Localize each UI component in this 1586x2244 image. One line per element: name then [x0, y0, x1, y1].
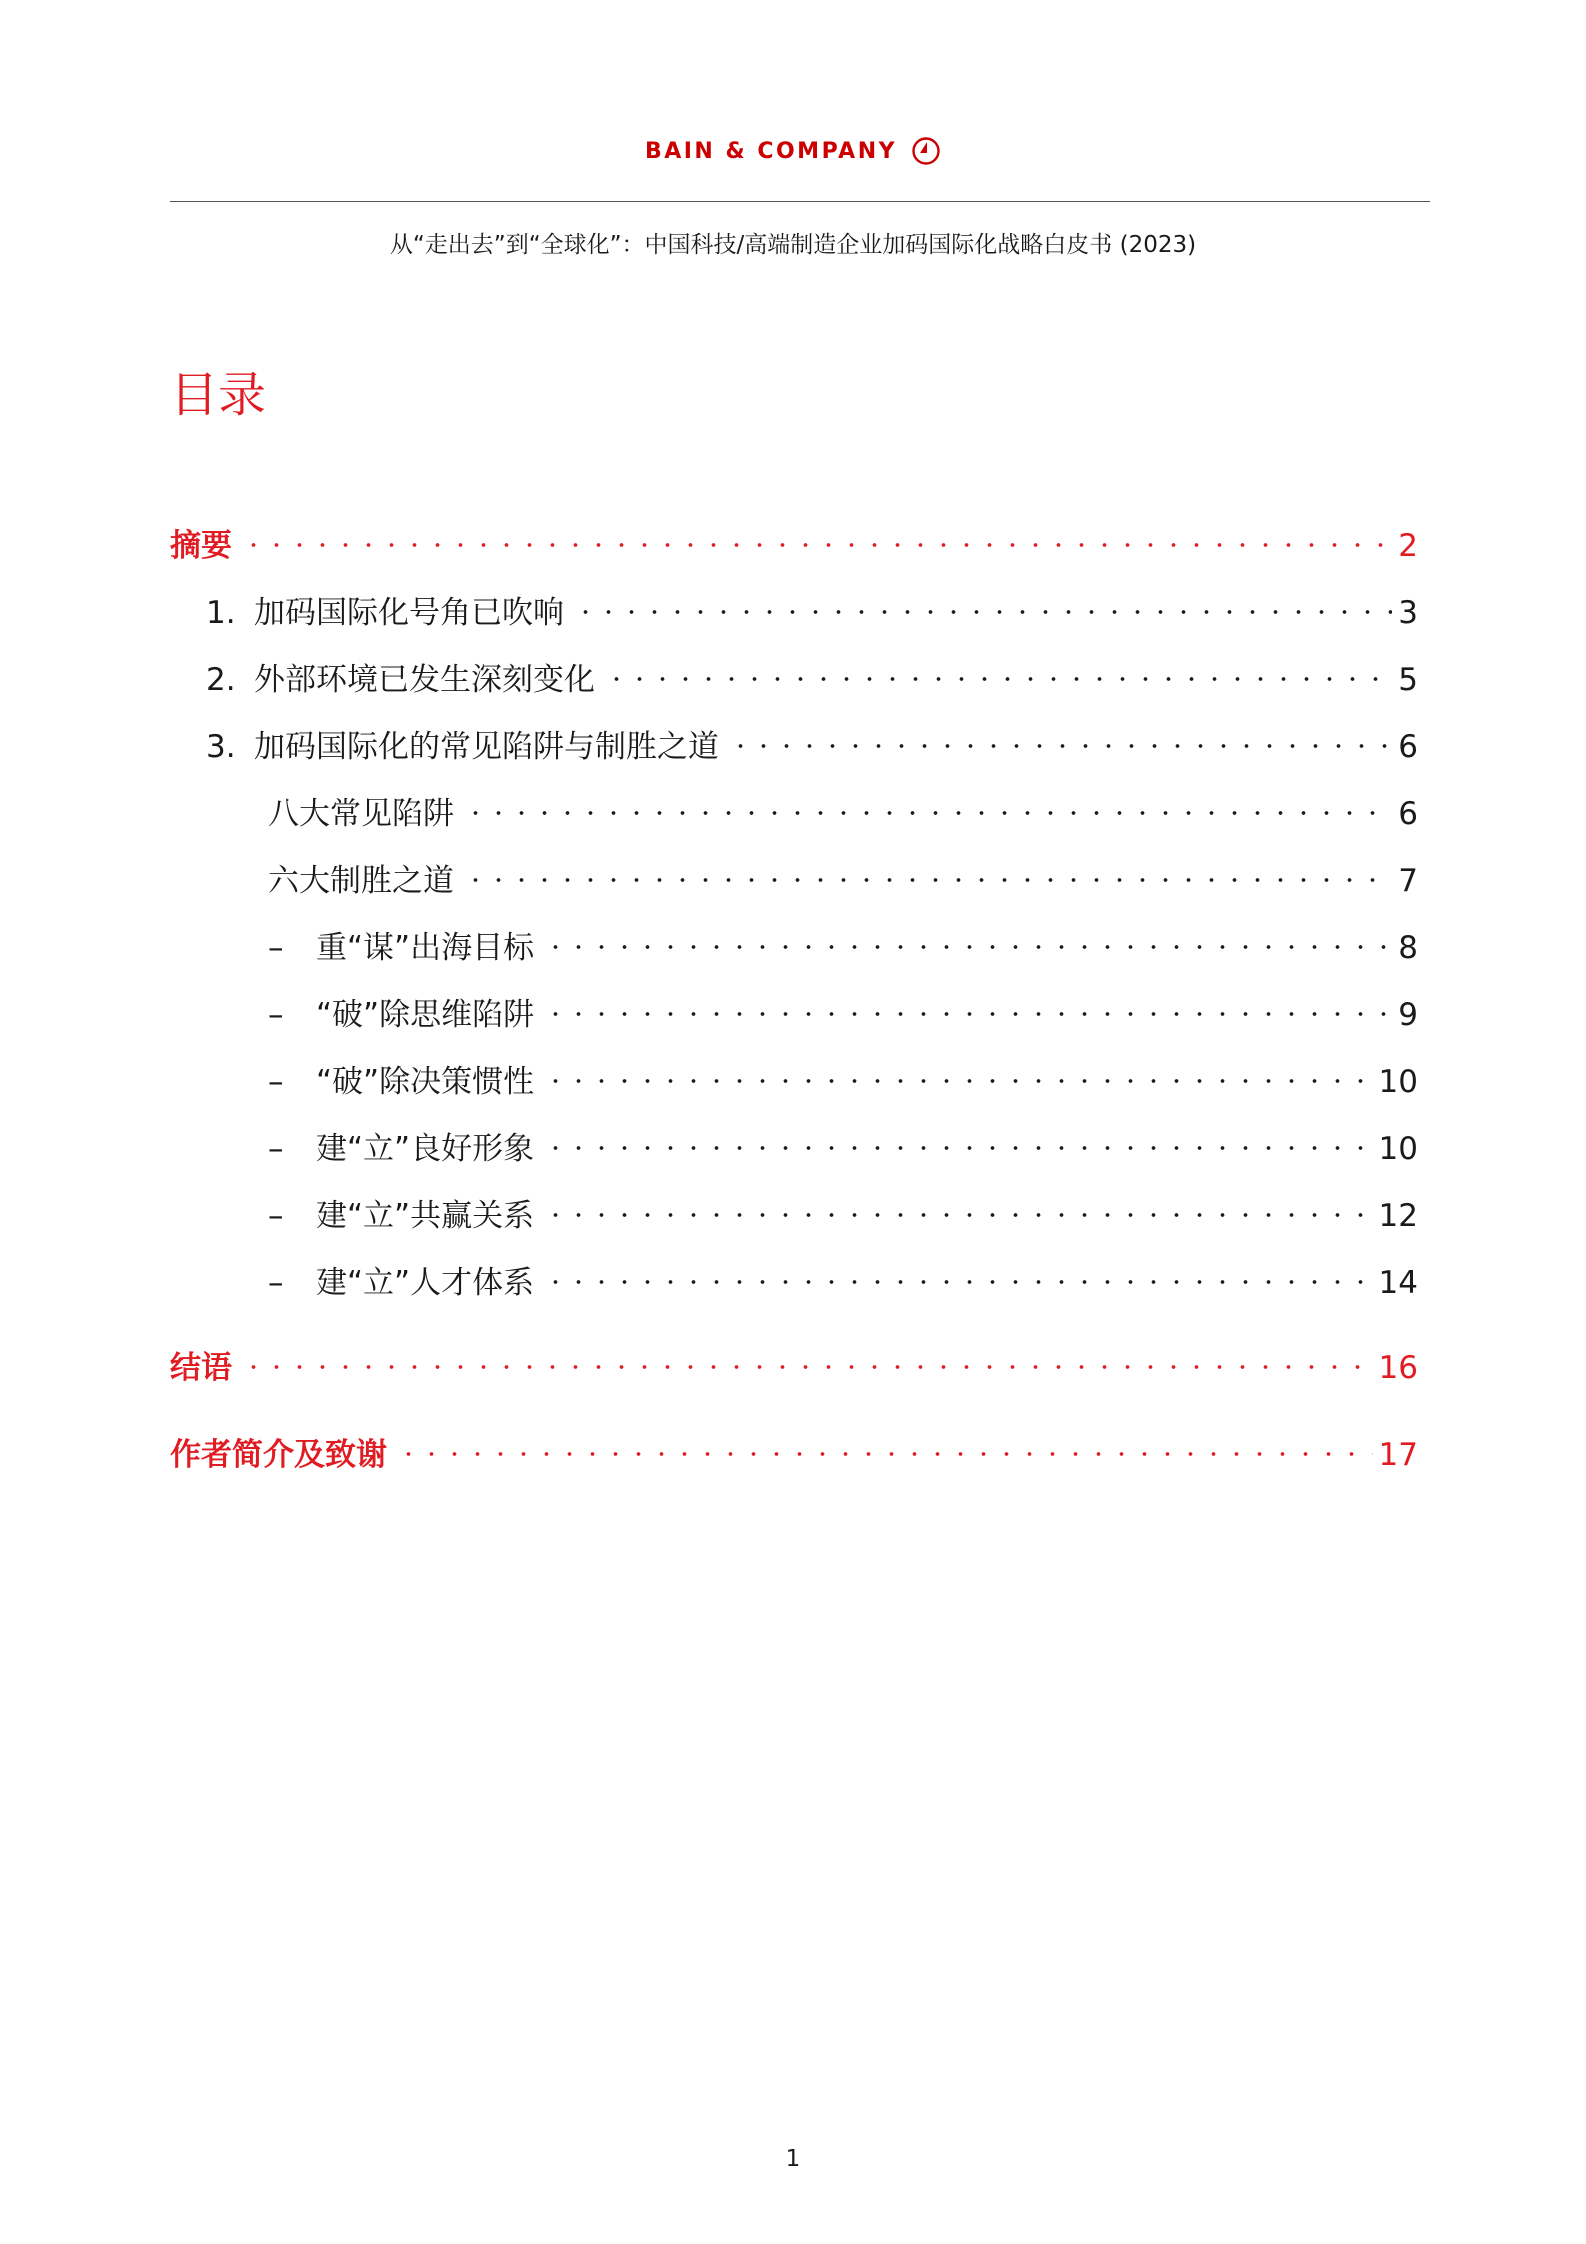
- toc-entry-page: 5: [1398, 662, 1418, 698]
- toc-entry[interactable]: [170, 1419, 1418, 1473]
- toc-entry-number: –: [268, 930, 284, 966]
- toc-entry[interactable]: [206, 711, 1418, 765]
- toc-entry-number: 2.: [206, 662, 236, 698]
- header-divider: [170, 201, 1430, 202]
- toc-entry-number: 3.: [206, 729, 236, 765]
- toc-entry-label: 加码国际化号角已吹响: [254, 595, 564, 631]
- toc-dot-leader: [574, 577, 1392, 623]
- toc-entry[interactable]: [268, 1247, 1418, 1301]
- toc-entry-number: –: [268, 1064, 284, 1100]
- toc-entry[interactable]: [268, 778, 1418, 832]
- toc-entry-label: 六大制胜之道: [268, 863, 454, 899]
- toc-entry-page: 14: [1378, 1265, 1418, 1301]
- toc-entry-label: 八大常见陷阱: [268, 796, 454, 832]
- toc-entry-label: “破”除决策惯性: [316, 1064, 535, 1100]
- toc-dot-leader: [242, 1332, 1373, 1378]
- toc-entry[interactable]: [206, 644, 1418, 698]
- toc-entry-number: –: [268, 997, 284, 1033]
- toc-dot-leader: [397, 1419, 1373, 1465]
- toc-dot-leader: [605, 644, 1392, 690]
- toc-entry[interactable]: [206, 577, 1418, 631]
- brand-header: [0, 136, 1586, 166]
- toc-dot-leader: [729, 711, 1392, 757]
- toc-entry[interactable]: [268, 1180, 1418, 1234]
- toc-entry-label: 建“立”良好形象: [316, 1131, 535, 1167]
- toc-entry-label: 摘要: [170, 528, 232, 564]
- toc-entry-page: 12: [1378, 1198, 1418, 1234]
- page-number: 1: [785, 2146, 801, 2172]
- toc-entry-page: 17: [1378, 1437, 1418, 1473]
- toc-dot-leader: [242, 510, 1392, 556]
- toc-entry-page: 3: [1398, 595, 1418, 631]
- brand-name: BAIN & COMPANY: [644, 138, 898, 164]
- toc-entry-page: 10: [1378, 1064, 1418, 1100]
- toc-dot-leader: [544, 1180, 1372, 1226]
- toc-entry-page: 16: [1378, 1350, 1418, 1386]
- toc-entry-page: 7: [1398, 863, 1418, 899]
- toc-entry-label: 建“立”共赢关系: [316, 1198, 535, 1234]
- toc-entry-label: 外部环境已发生深刻变化: [254, 662, 595, 698]
- toc-entry[interactable]: [268, 979, 1418, 1033]
- bain-logo-icon: [911, 136, 941, 166]
- document-subtitle: 从“走出去”到“全球化”：中国科技/高端制造企业加码国际化战略白皮书 (2023): [389, 232, 1197, 258]
- toc-entry[interactable]: [268, 912, 1418, 966]
- toc-entry-label: 建“立”人才体系: [316, 1265, 535, 1301]
- toc-dot-leader: [464, 845, 1392, 891]
- toc-dot-leader: [464, 778, 1392, 824]
- toc-entry-page: 10: [1378, 1131, 1418, 1167]
- toc-entry-label: 作者简介及致谢: [170, 1437, 387, 1473]
- toc-entry[interactable]: [170, 510, 1418, 564]
- toc-dot-leader: [544, 979, 1392, 1025]
- toc-entry-label: 重“谋”出海目标: [316, 930, 535, 966]
- toc-entry[interactable]: [268, 1046, 1418, 1100]
- toc-dot-leader: [544, 912, 1392, 958]
- toc-entry[interactable]: [268, 1113, 1418, 1167]
- toc-entry[interactable]: [170, 1332, 1418, 1386]
- toc-entry-page: 8: [1398, 930, 1418, 966]
- toc-dot-leader: [544, 1046, 1372, 1092]
- toc-entry-number: –: [268, 1265, 284, 1301]
- toc-dot-leader: [544, 1113, 1372, 1159]
- toc-entry-number: –: [268, 1131, 284, 1167]
- toc-entry-page: 6: [1398, 729, 1418, 765]
- toc-title: 目录: [170, 367, 267, 423]
- toc-entry-page: 9: [1398, 997, 1418, 1033]
- toc-entry-label: 结语: [170, 1350, 232, 1386]
- toc-dot-leader: [544, 1247, 1372, 1293]
- toc-entry-page: 2: [1398, 528, 1418, 564]
- toc-entry[interactable]: [268, 845, 1418, 899]
- toc-entry-page: 6: [1398, 796, 1418, 832]
- toc-entry-number: 1.: [206, 595, 236, 631]
- toc-entry-label: “破”除思维陷阱: [316, 997, 535, 1033]
- toc-entry-number: –: [268, 1198, 284, 1234]
- toc-entry-label: 加码国际化的常见陷阱与制胜之道: [254, 729, 719, 765]
